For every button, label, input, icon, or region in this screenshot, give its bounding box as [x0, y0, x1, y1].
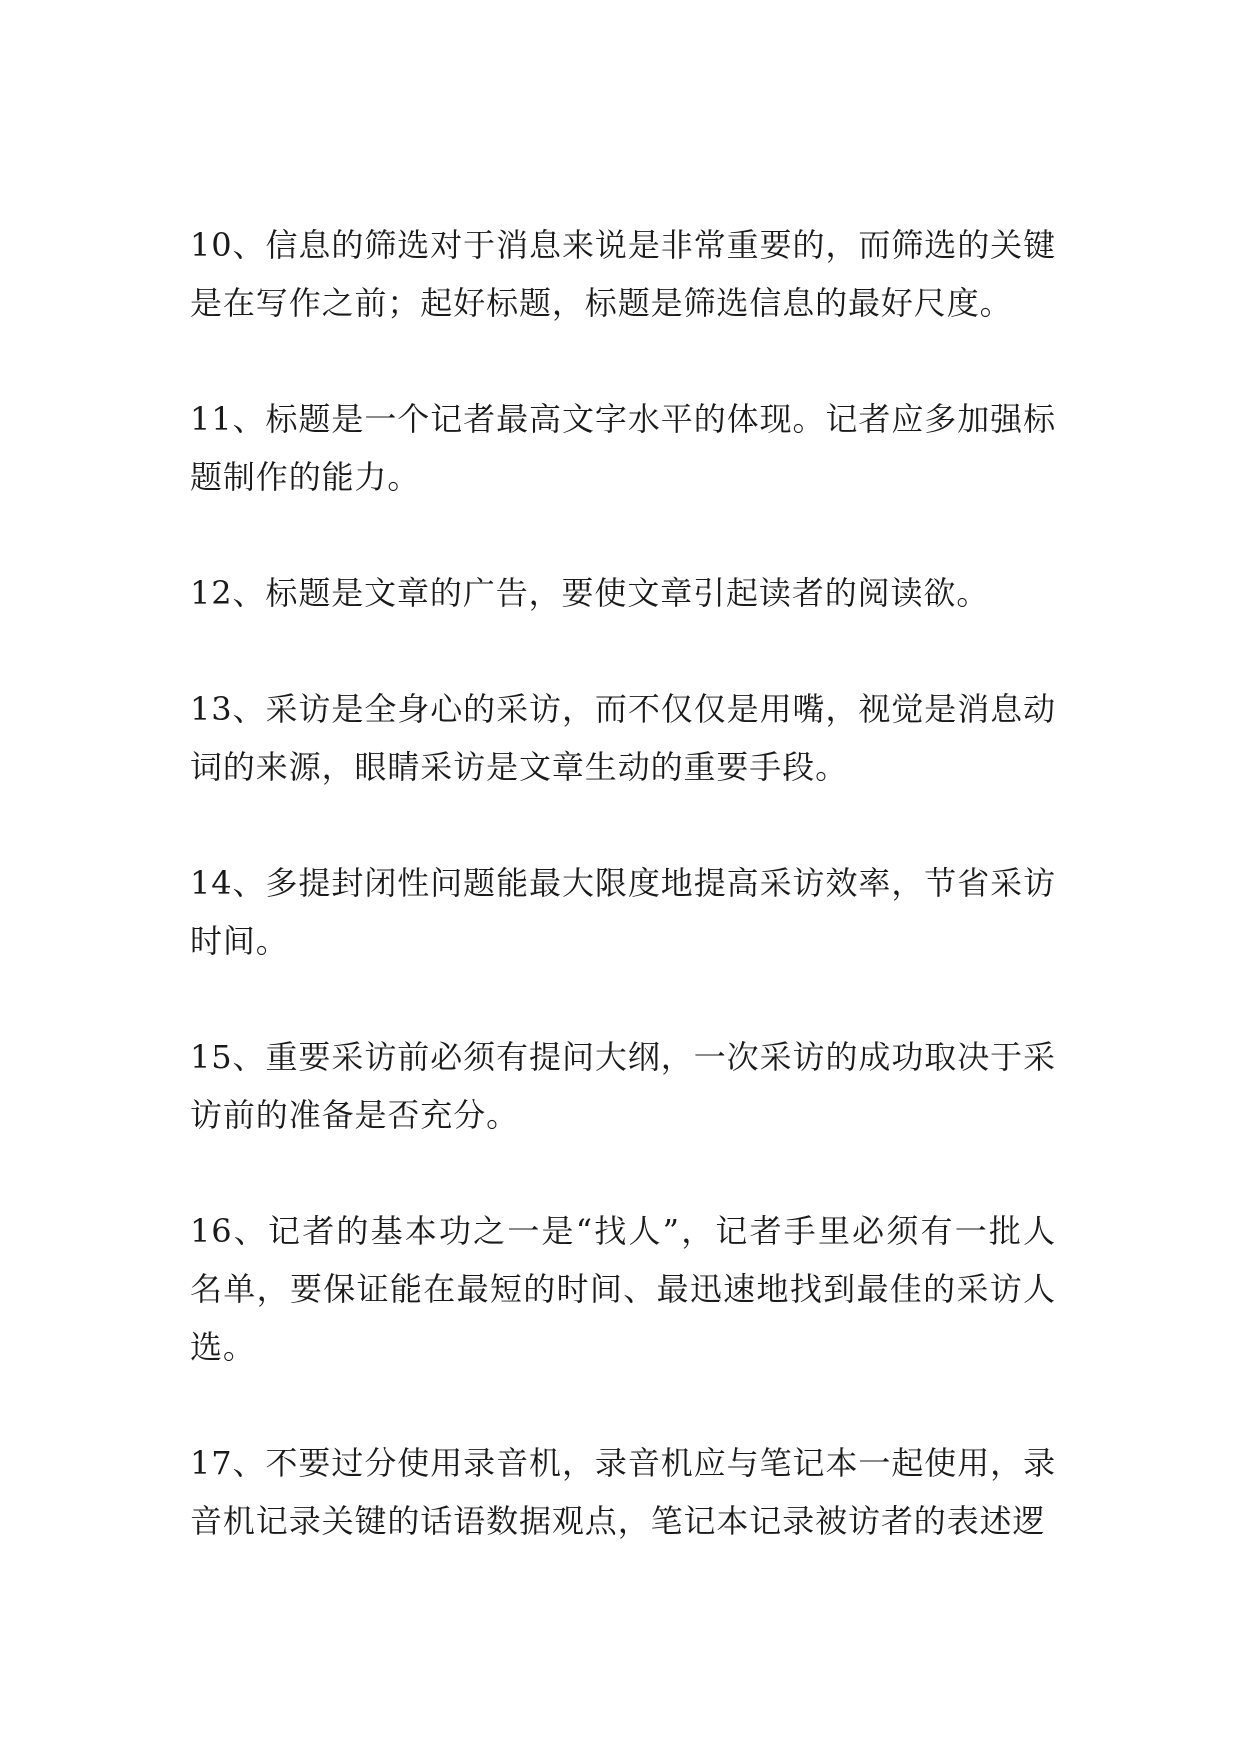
paragraph-15: 15、重要采访前必须有提问大纲，一次采访的成功取决于采访前的准备是否充分。: [190, 1038, 1056, 1134]
document-body: [190, 216, 1056, 1608]
paragraph-14: 14、多提封闭性问题能最大限度地提高采访效率，节省采访时间。: [190, 864, 1056, 960]
paragraph-10: 10、信息的筛选对于消息来说是非常重要的，而筛选的关键是在写作之前；起好标题，标题是筛选信息的最好尺度。: [190, 226, 1056, 322]
paragraph-11: 11、标题是一个记者最高文字水平的体现。记者应多加强标题制作的能力。: [190, 400, 1056, 496]
paragraph-13: 13、采访是全身心的采访，而不仅仅是用嘴，视觉是消息动词的来源，眼睛采访是文章生动的重要手段。: [190, 690, 1056, 786]
paragraph-17: 17、不要过分使用录音机，录音机应与笔记本一起使用，录音机记录关键的话语数据观点，笔记本记录被访者的表述逻: [190, 1444, 1056, 1540]
paragraph-12: 12、标题是文章的广告，要使文章引起读者的阅读欲。: [190, 574, 990, 612]
paragraph-16: 16、记者的基本功之一是“找人”，记者手里必须有一批人名单，要保证能在最短的时间、最迅速地找到最佳的采访人选。: [190, 1212, 1056, 1366]
